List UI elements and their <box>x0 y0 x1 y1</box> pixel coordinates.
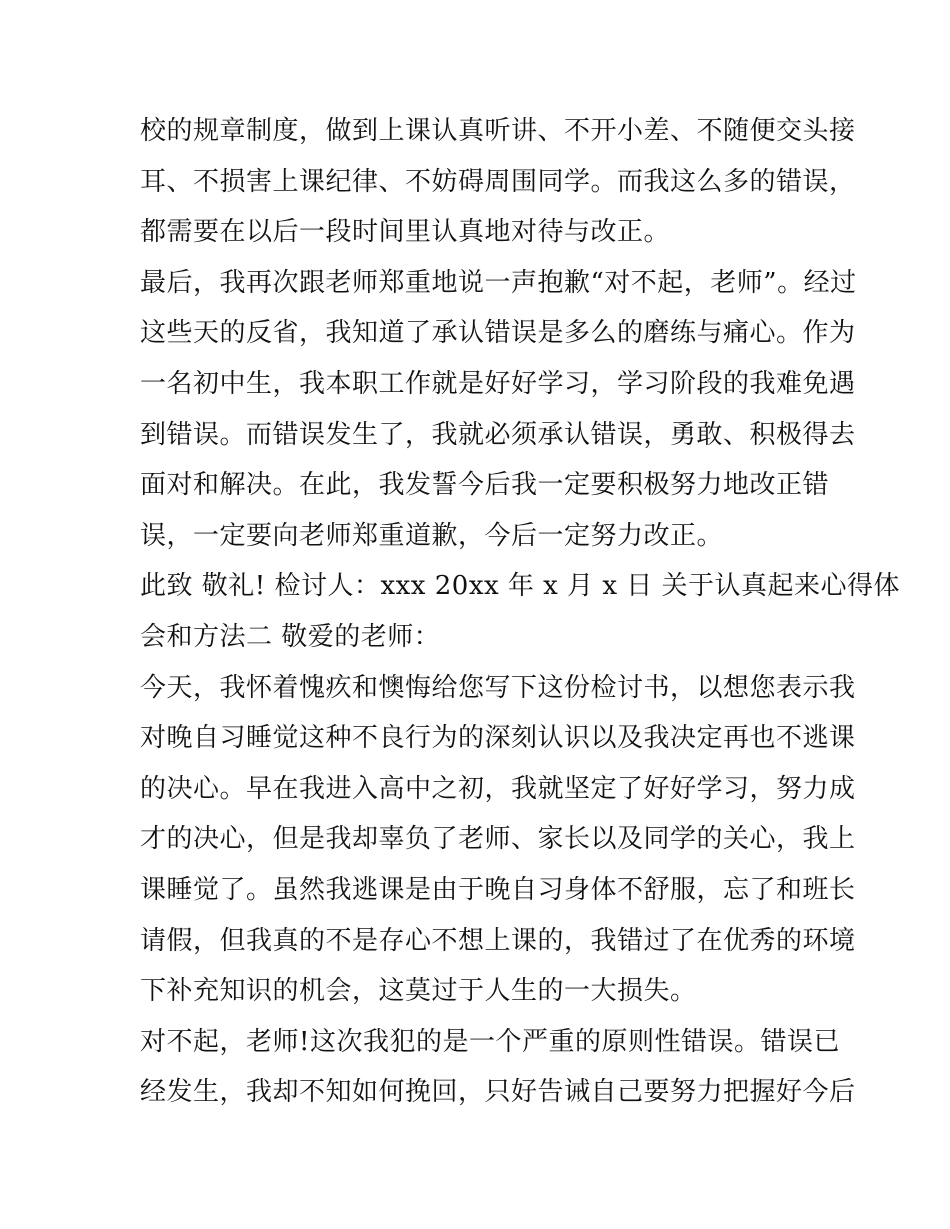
paragraph-2 <box>140 258 857 562</box>
text-line: 今天，我怀着愧疚和懊悔给您写下这份检讨书，以想您表示我 <box>140 672 856 703</box>
text-line: 耳、不损害上课纪律、不妨碍周围同学。而我这么多的错误， <box>140 166 856 197</box>
paragraph-5 <box>140 1017 856 1118</box>
document-body <box>140 106 901 1118</box>
text-line: 一名初中生，我本职工作就是好好学习，学习阶段的我难免遇 <box>140 368 856 399</box>
text-line: 才的决心，但是我却辜负了老师、家长以及同学的关心，我上 <box>140 824 856 855</box>
text-line: 会和方法二 敬爱的老师： <box>140 621 441 652</box>
text-line: 到错误。而错误发生了，我就必须承认错误，勇敢、积极得去 <box>140 419 856 450</box>
text-line: 误，一定要向老师郑重道歉，今后一定努力改正。 <box>140 520 724 551</box>
text-line: 面对和解决。在此，我发誓今后我一定要积极努力地改正错 <box>140 470 830 501</box>
text-line: 此致 敬礼! 检讨人：xxx 20xx 年 x 月 x 日 关于认真起来心得体 <box>140 571 901 602</box>
text-line: 经发生，我却不知如何挽回，只好告诫自己要努力把握好今后 <box>140 1077 856 1108</box>
text-line: 的决心。早在我进入高中之初，我就坚定了好好学习，努力成 <box>140 773 856 804</box>
text-line: 都需要在以后一段时间里认真地对待与改正。 <box>140 217 671 248</box>
text-line: 这些天的反省，我知道了承认错误是多么的磨练与痛心。作为 <box>140 318 856 349</box>
text-line: 对晚自习睡觉这种不良行为的深刻认识以及我决定再也不逃课 <box>140 723 856 754</box>
paragraph-3 <box>140 561 901 662</box>
text-line: 课睡觉了。虽然我逃课是由于晚自习身体不舒服，忘了和班长 <box>140 874 856 905</box>
paragraph-4 <box>140 663 856 1017</box>
text-line: 校的规章制度，做到上课认真听讲、不开小差、不随便交头接 <box>140 116 856 146</box>
text-line: 最后，我再次跟老师郑重地说一声抱歉“对不起，老师”。经过 <box>140 267 857 298</box>
text-line: 下补充知识的机会，这莫过于人生的一大损失。 <box>140 976 697 1007</box>
paragraph-1 <box>140 106 856 258</box>
text-line: 请假，但我真的不是存心不想上课的，我错过了在优秀的环境 <box>140 925 856 956</box>
text-line: 对不起，老师!这次我犯的是一个严重的原则性错误。错误已 <box>140 1026 840 1057</box>
